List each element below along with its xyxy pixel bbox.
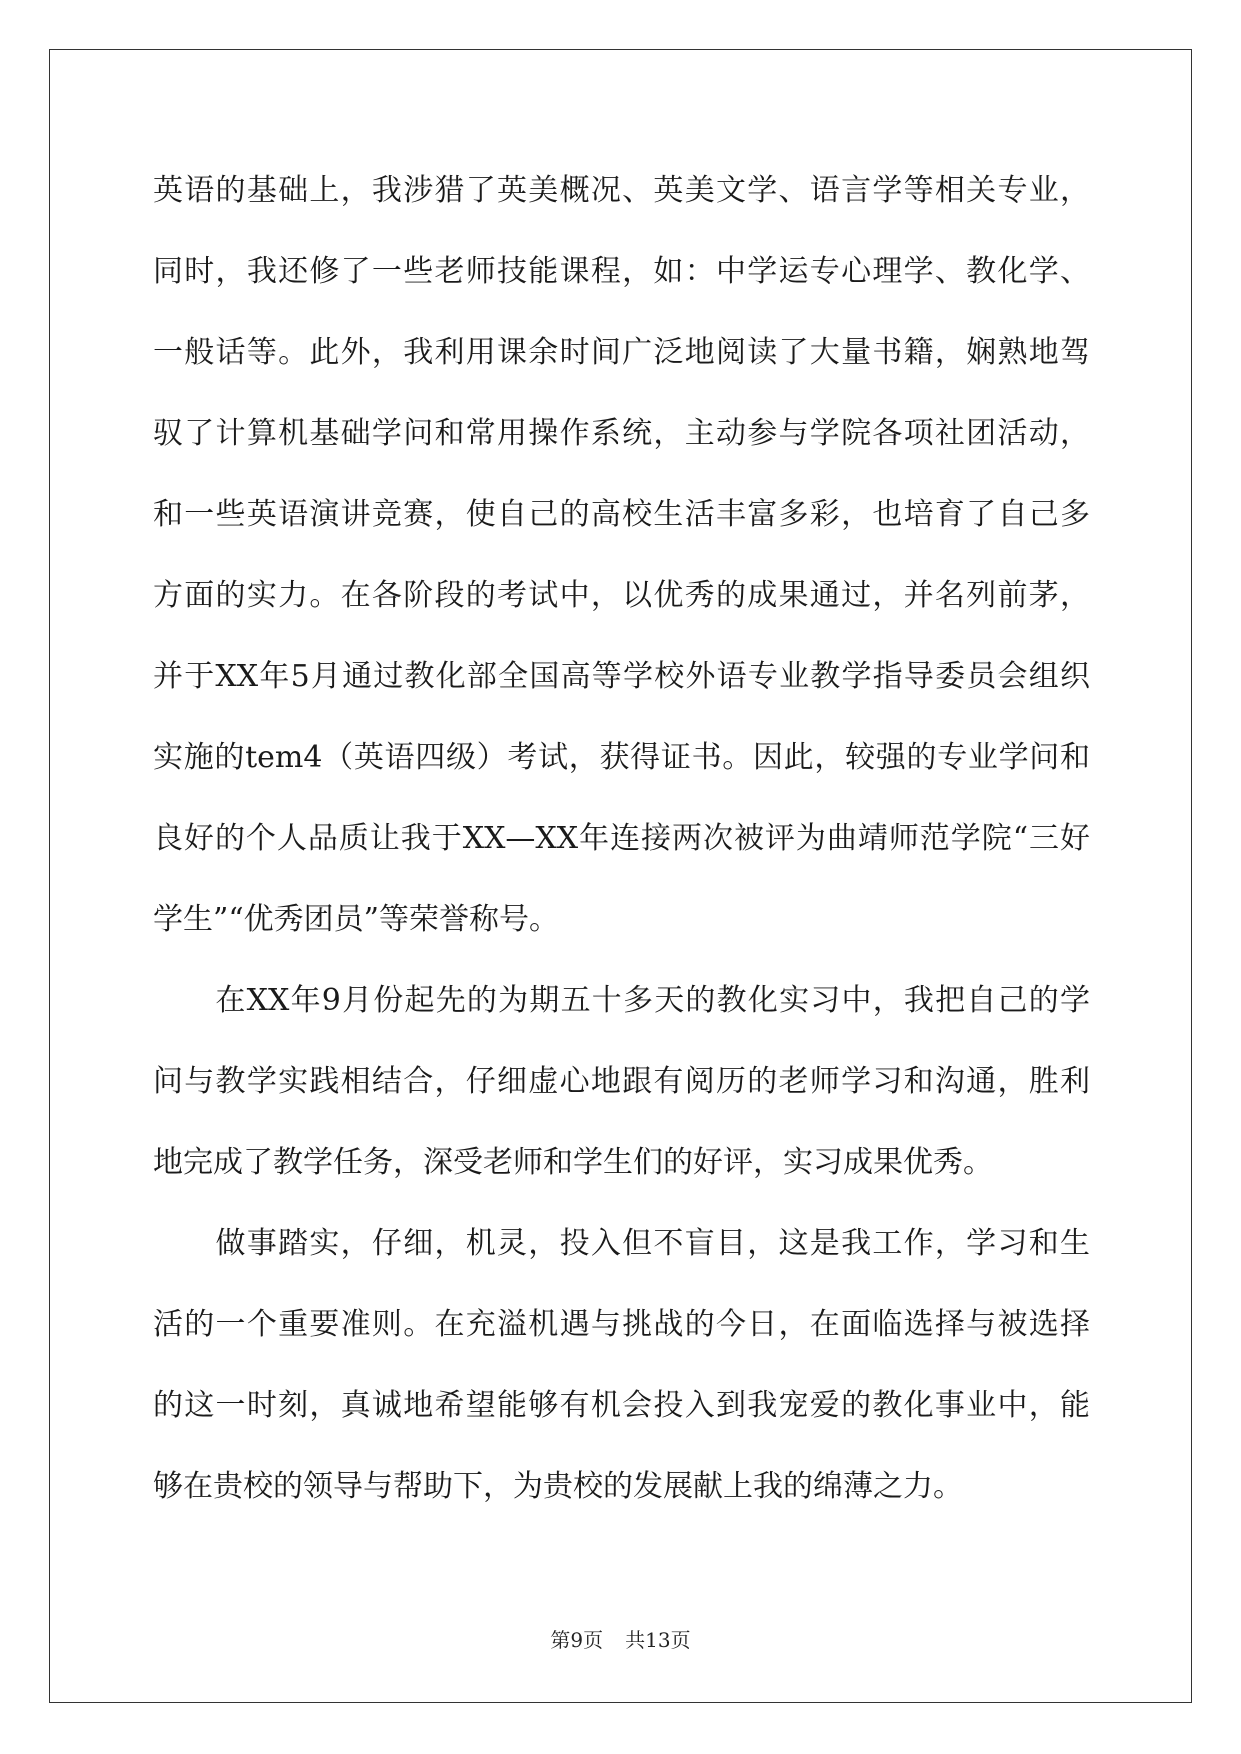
text-line: 够在贵校的领导与帮助下，为贵校的发展献上我的绵薄之力。: [153, 1469, 963, 1504]
text-line: 良好的个人品质让我于XX—XX年连接两次被评为曲靖师范学院“三好: [153, 821, 1090, 856]
page-total: 共13页: [625, 1628, 691, 1652]
text-line: 驭了计算机基础学问和常用操作系统，主动参与学院各项社团活动，: [153, 416, 1090, 451]
text-line: 英语的基础上，我涉猎了英美概况、英美文学、语言学等相关专业，: [153, 173, 1090, 208]
text-line: 在XX年9月份起先的为期五十多天的教化实习中，我把自己的学: [153, 983, 1090, 1018]
text-line: 并于XX年5月通过教化部全国高等学校外语专业教学指导委员会组织: [153, 659, 1090, 694]
text-line: 做事踏实，仔细，机灵，投入但不盲目，这是我工作，学习和生: [153, 1226, 1090, 1261]
page-footer: [0, 1626, 1241, 1654]
text-line: 实施的tem4（英语四级）考试，获得证书。因此，较强的专业学问和: [153, 740, 1090, 775]
text-line: 的这一时刻，真诚地希望能够有机会投入到我宠爱的教化事业中，能: [153, 1388, 1090, 1423]
text-line: 和一些英语演讲竞赛，使自己的高校生活丰富多彩，也培育了自己多: [153, 497, 1090, 532]
text-line: 方面的实力。在各阶段的考试中，以优秀的成果通过，并名列前茅，: [153, 578, 1090, 613]
text-line: 活的一个重要准则。在充溢机遇与挑战的今日，在面临选择与被选择: [153, 1307, 1090, 1342]
document-body: [153, 165, 1090, 1542]
text-line: 学生”“优秀团员”等荣誉称号。: [153, 902, 560, 937]
text-line: 同时，我还修了一些老师技能课程，如：中学运专心理学、教化学、: [153, 254, 1090, 289]
text-line: 地完成了教学任务，深受老师和学生们的好评，实习成果优秀。: [153, 1145, 993, 1180]
text-line: 一般话等。此外，我利用课余时间广泛地阅读了大量书籍，娴熟地驾: [153, 335, 1090, 370]
page-number: 第9页: [550, 1628, 604, 1652]
text-line: 问与教学实践相结合，仔细虚心地跟有阅历的老师学习和沟通，胜利: [153, 1064, 1090, 1099]
